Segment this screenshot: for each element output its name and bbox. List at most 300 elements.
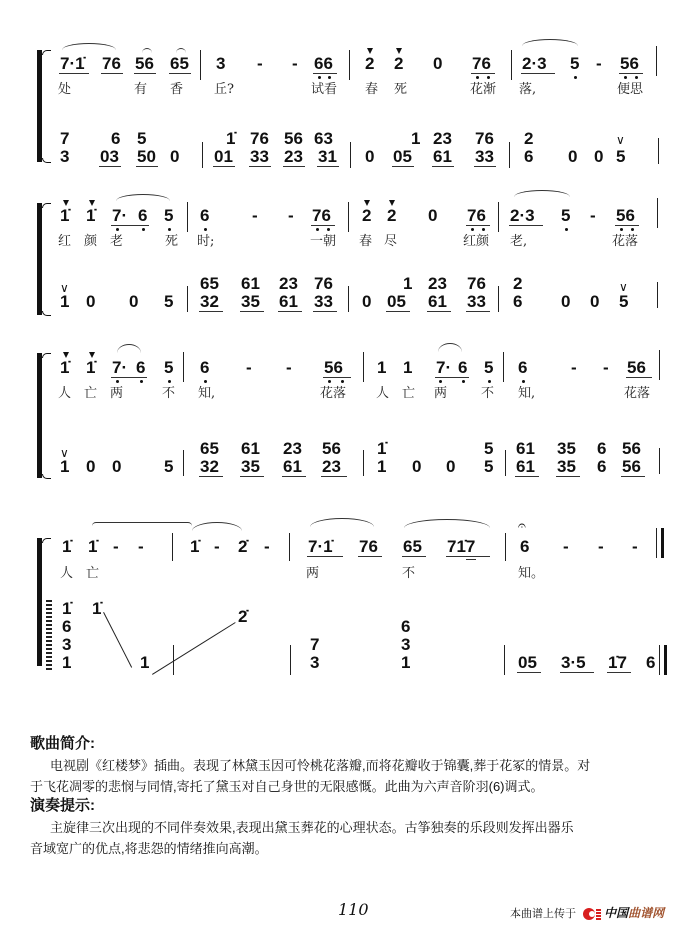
melody-note: 5 [561, 206, 571, 225]
underline [317, 166, 339, 167]
underline [321, 476, 347, 477]
system-bracket [37, 203, 42, 315]
underline [607, 672, 631, 673]
lyric: 死 [394, 82, 408, 97]
melody-note: 56 [627, 358, 646, 377]
melody-note: 76 [102, 54, 121, 73]
underline [466, 225, 490, 226]
underline [615, 225, 639, 226]
melody-note: 76 [467, 206, 486, 225]
underline [402, 556, 426, 557]
chord-note: 1̇ [62, 599, 72, 618]
lyric: 丘? [214, 82, 234, 97]
low-dot [116, 228, 119, 231]
underline [621, 476, 645, 477]
underline [509, 225, 543, 226]
accomp-note: 1̇ [226, 129, 236, 148]
accomp-note: 33 [467, 292, 486, 311]
accomp-note: 35 [557, 457, 576, 476]
accomp-note: 0 [86, 292, 96, 311]
accomp-note: 61 [433, 147, 452, 166]
low-dot [168, 380, 171, 383]
melody-note: 66 [314, 54, 333, 73]
accomp-note: 1 [377, 457, 387, 476]
accomp-note: 0 [86, 457, 96, 476]
melody-note: 7·1̇ [60, 54, 85, 73]
underline [282, 476, 306, 477]
low-dot [476, 76, 479, 79]
lyric: 春 [359, 234, 373, 249]
barline [656, 46, 657, 76]
underline [134, 73, 156, 74]
accomp-note: 5 [137, 129, 147, 148]
accomp-note: 56 [284, 129, 303, 148]
upload-note: 本曲谱上传于 [510, 908, 576, 920]
underline [446, 556, 490, 557]
underline [386, 311, 410, 312]
accomp-note: 0 [590, 292, 600, 311]
lyric: 人 [60, 566, 74, 581]
lyric: 不 [481, 386, 495, 401]
lyric: 红颜 [463, 234, 490, 249]
accomp-note: 01 [214, 147, 233, 166]
accomp-note: 1 [60, 457, 70, 476]
melody-note: 6 [520, 537, 530, 556]
accomp-note: 76 [475, 129, 494, 148]
accomp-note: 6 [646, 653, 656, 672]
melody-note: 1̇ [86, 358, 96, 377]
melody-note: 1̇ [60, 358, 70, 377]
underline [515, 476, 539, 477]
melody-note: 56 [135, 54, 154, 73]
bracket-cap [42, 158, 51, 163]
intro-line-1: 电视剧《红楼梦》插曲。表现了林黛玉因可怜桃花落瓣,而将花瓣收于锦囊,葬于花冢的情景。对 [50, 758, 591, 773]
melody-note: 6 [200, 358, 210, 377]
barline [187, 202, 188, 232]
accomp-note: 23 [428, 274, 447, 293]
chord-note: 6 [62, 617, 72, 636]
breath-mark: ∨ [616, 133, 625, 147]
lyric: 人 [376, 386, 390, 401]
accomp-note: 31 [318, 147, 337, 166]
underline [111, 377, 147, 378]
page-number: 110 [338, 900, 369, 919]
low-dot [328, 76, 331, 79]
underline [560, 672, 594, 673]
melody-note: 76 [312, 206, 331, 225]
melody-note: 0 [428, 206, 438, 225]
underline [59, 73, 89, 74]
barline [173, 645, 174, 675]
accomp-note: 05 [393, 147, 412, 166]
underline [619, 73, 643, 74]
slur [310, 518, 374, 527]
melody-note: 6 [518, 358, 528, 377]
accomp-note: 61 [241, 274, 260, 293]
accomp-note: 0 [112, 457, 122, 476]
melody-note: 1̇ [88, 537, 98, 556]
barline [503, 352, 504, 382]
accomp-note: 3·5 [561, 653, 586, 672]
chord-note: 1̇ [92, 599, 102, 618]
accomp-note: 35 [241, 457, 260, 476]
barline [498, 286, 499, 312]
low-dot [116, 380, 119, 383]
site-name-a: 中国 [604, 906, 629, 920]
chord-note: 2̇ [238, 607, 248, 626]
melody-note: 7· [112, 206, 128, 225]
melody-note: 56 [616, 206, 635, 225]
low-dot [482, 228, 485, 231]
accomp-note: 6 [513, 292, 523, 311]
accomp-note: 56 [622, 457, 641, 476]
accomp-note: 6 [597, 457, 607, 476]
low-dot [487, 76, 490, 79]
melody-note: 6 [138, 206, 148, 225]
underline [474, 166, 496, 167]
melody-note: - [214, 537, 220, 556]
melody-note: - [563, 537, 569, 556]
low-dot [565, 228, 568, 231]
accomp-note: 0 [561, 292, 571, 311]
barline [349, 50, 350, 80]
underline [240, 476, 264, 477]
underline [435, 377, 469, 378]
underline [432, 166, 454, 167]
accomp-note: 7 [60, 129, 70, 148]
low-dot [168, 228, 171, 231]
low-dot [635, 76, 638, 79]
barline [659, 448, 660, 474]
melody-note: 5 [164, 358, 174, 377]
accomp-note: 65 [200, 274, 219, 293]
lyric: 人 [58, 386, 72, 401]
low-dot [631, 228, 634, 231]
accomp-note: 33 [475, 147, 494, 166]
low-dot [142, 228, 145, 231]
melody-note: - [264, 537, 270, 556]
melody-note: - [603, 358, 609, 377]
chord-note: 6 [401, 617, 411, 636]
low-dot [620, 228, 623, 231]
accomp-note: 5 [164, 292, 174, 311]
breath-mark: ∨ [619, 280, 628, 294]
melody-note: 5 [570, 54, 580, 73]
underline [466, 311, 490, 312]
accomp-note: 5 [616, 147, 626, 166]
final-barline [659, 645, 667, 675]
barline [172, 533, 173, 561]
melody-note: 56 [324, 358, 343, 377]
underline [99, 166, 121, 167]
accomp-note: 50 [137, 147, 156, 166]
barline [187, 286, 188, 312]
accomp-note: 1̇ [377, 439, 387, 458]
accomp-note: 5 [164, 457, 174, 476]
lyric: 老, [510, 234, 528, 249]
slur [522, 39, 578, 46]
accomp-note: 5 [484, 457, 494, 476]
accomp-note: 56 [622, 439, 641, 458]
barline [659, 350, 660, 380]
lyric: 春 [365, 82, 379, 97]
slur [514, 190, 570, 197]
barline [202, 142, 203, 168]
lyric: 时; [197, 234, 215, 249]
underline [313, 73, 337, 74]
barline [290, 645, 291, 675]
bracket-cap [42, 50, 51, 55]
underline [466, 559, 476, 560]
melody-note: 1 [377, 358, 387, 377]
melody-note: 65 [170, 54, 189, 73]
slur [142, 48, 152, 53]
accomp-note: 03 [100, 147, 119, 166]
bracket-cap [42, 311, 51, 316]
underline [199, 476, 223, 477]
melody-note: 3 [216, 54, 226, 73]
accomp-note: 6 [597, 439, 607, 458]
underline [111, 225, 149, 226]
accomp-note: 0 [594, 147, 604, 166]
low-dot [624, 76, 627, 79]
lyric: 花落 [612, 234, 639, 249]
low-dot [327, 228, 330, 231]
barline [350, 142, 351, 168]
accomp-note: 63 [314, 129, 333, 148]
melody-note: 65 [403, 537, 422, 556]
accomp-note: 23 [279, 274, 298, 293]
low-dot [341, 380, 344, 383]
low-dot [204, 228, 207, 231]
barline [504, 645, 505, 675]
tips-line-1: 主旋律三次出现的不同伴奏效果,表现出黛玉葬花的心理状态。古筝独奏的乐段则发挥出器乐 [50, 820, 574, 835]
slur [438, 343, 462, 352]
accomp-note: 61 [516, 457, 535, 476]
tips-line-2: 音域宽广的优点,将悲怨的情绪推向高潮。 [30, 841, 268, 856]
underline [199, 311, 223, 312]
lyric: 亡 [86, 566, 100, 581]
low-dot [316, 228, 319, 231]
accomp-note: 61 [516, 439, 535, 458]
lyric: 红 [58, 234, 72, 249]
accomp-note: 23 [284, 147, 303, 166]
accomp-note: 61 [279, 292, 298, 311]
underline [283, 166, 305, 167]
lyric: 有 [134, 82, 148, 97]
barline [658, 138, 659, 164]
underline [249, 166, 271, 167]
melody-note: - [246, 358, 252, 377]
lyric: 亡 [84, 386, 98, 401]
lyric: 花渐 [470, 82, 497, 97]
melody-note: - [292, 54, 298, 73]
melody-note: - [598, 537, 604, 556]
final-barline [656, 528, 664, 558]
site-logo-icon [583, 908, 601, 920]
melody-note: 6 [458, 358, 468, 377]
accomp-note: 33 [314, 292, 333, 311]
bracket-cap [42, 538, 51, 543]
site-name-b: 曲谱网 [628, 906, 665, 920]
melody-note: 1̇ [62, 537, 72, 556]
accomp-note: 61 [283, 457, 302, 476]
arpeggio-mark [46, 600, 52, 670]
low-dot [140, 380, 143, 383]
lyric: 不 [402, 566, 416, 581]
melody-note: 76 [472, 54, 491, 73]
barline [657, 198, 658, 228]
melody-note: - [288, 206, 294, 225]
lyric: 亡 [402, 386, 416, 401]
system-bracket [37, 538, 42, 666]
low-dot [328, 380, 331, 383]
bracket-cap [42, 474, 51, 479]
accomp-note: 5 [484, 439, 494, 458]
underline [323, 377, 351, 378]
melody-note: 5 [484, 358, 494, 377]
lyric: 知, [518, 386, 536, 401]
accomp-note: 76 [467, 274, 486, 293]
chord-note: 1 [140, 653, 150, 672]
lyric: 死 [165, 234, 179, 249]
lyric: 不 [162, 386, 176, 401]
lyric: 两 [306, 566, 320, 581]
melody-note: 2̇ [238, 537, 248, 556]
melody-note: 71̇7 [447, 537, 476, 556]
tie [92, 522, 192, 527]
barline [505, 450, 506, 476]
melody-note: 6 [200, 206, 210, 225]
fermata-icon: 𝄐 [518, 517, 526, 533]
lyric: 便思 [617, 82, 644, 97]
accomp-note: 61 [241, 439, 260, 458]
melody-note: 1̇ [190, 537, 200, 556]
underline [213, 166, 235, 167]
melody-note: 2 [365, 54, 375, 73]
melody-note: 5 [164, 206, 174, 225]
low-dot [462, 380, 465, 383]
slur [116, 194, 170, 201]
barline [509, 142, 510, 168]
bracket-cap [42, 353, 51, 358]
underline [311, 225, 335, 226]
accomp-note: 0 [362, 292, 372, 311]
low-dot [488, 380, 491, 383]
barline [200, 50, 201, 80]
melody-note: - [138, 537, 144, 556]
accomp-note: 0 [129, 292, 139, 311]
slur [404, 519, 490, 528]
underline [101, 73, 123, 74]
melody-note: - [571, 358, 577, 377]
accomp-note: 23 [322, 457, 341, 476]
low-dot [439, 380, 442, 383]
underline [240, 311, 264, 312]
upload-credit [510, 906, 664, 921]
lyric: 尽 [384, 234, 398, 249]
melody-note: 2 [387, 206, 397, 225]
accomp-note: 65 [200, 439, 219, 458]
breath-mark: ∨ [60, 281, 69, 295]
slur [117, 344, 141, 353]
lyric: 花落 [624, 386, 651, 401]
accomp-note: 23 [283, 439, 302, 458]
barline [505, 533, 506, 561]
chord-note: 1 [62, 653, 72, 672]
melody-note: 1̇ [60, 206, 70, 225]
accomp-note: 61 [428, 292, 447, 311]
accomp-note: 1̇7 [608, 653, 627, 672]
chord-note: 3 [62, 635, 72, 654]
intro-line-2: 于飞花凋零的悲悯与同情,寄托了黛玉对自己身世的无限感慨。此曲为六声音阶羽(6)调式。 [30, 779, 544, 794]
accomp-note: 3 [60, 147, 70, 166]
melody-note: 56 [620, 54, 639, 73]
melody-note: 7· [112, 358, 128, 377]
accomp-note: 05 [518, 653, 537, 672]
melody-note: - [590, 206, 596, 225]
low-dot [204, 380, 207, 383]
underline [521, 73, 555, 74]
barline [498, 202, 499, 232]
melody-note: 2·3 [522, 54, 547, 73]
barline [183, 450, 184, 476]
accomp-note: 56 [322, 439, 341, 458]
barline [183, 352, 184, 382]
underline [626, 377, 652, 378]
melody-note: 76 [359, 537, 378, 556]
accomp-note: 33 [250, 147, 269, 166]
lyric: 老 [110, 234, 124, 249]
accomp-note: 32 [200, 457, 219, 476]
lyric: 落, [519, 82, 537, 97]
accomp-note: 23 [433, 129, 452, 148]
breath-mark: ∨ [60, 446, 69, 460]
barline [511, 50, 512, 80]
glissando-line [152, 622, 236, 675]
melody-note: - [632, 537, 638, 556]
chord-note: 3 [310, 653, 320, 672]
melody-note: - [252, 206, 258, 225]
underline [392, 166, 414, 167]
accomp-note: 1 [60, 292, 70, 311]
low-dot [318, 76, 321, 79]
accomp-note: 32 [200, 292, 219, 311]
accomp-note: 6 [524, 147, 534, 166]
underline [427, 311, 451, 312]
accomp-note: 76 [314, 274, 333, 293]
slur [176, 48, 186, 53]
intro-title: 歌曲简介: [30, 735, 95, 752]
melody-note: - [257, 54, 263, 73]
system-bracket [37, 50, 42, 162]
accomp-note: 0 [170, 147, 180, 166]
accomp-note: 2 [524, 129, 534, 148]
accomp-note: 05 [387, 292, 406, 311]
accomp-note: 1 [411, 129, 421, 148]
low-dot [574, 76, 577, 79]
accomp-note: 1 [403, 274, 413, 293]
glissando-line [103, 612, 132, 668]
underline [313, 311, 337, 312]
accomp-note: 0 [446, 457, 456, 476]
lyric: 香 [170, 82, 184, 97]
slur [62, 43, 116, 50]
chord-note: 7 [310, 635, 320, 654]
lyric: 知, [198, 386, 216, 401]
bracket-cap [42, 203, 51, 208]
lyric: 两 [434, 386, 448, 401]
